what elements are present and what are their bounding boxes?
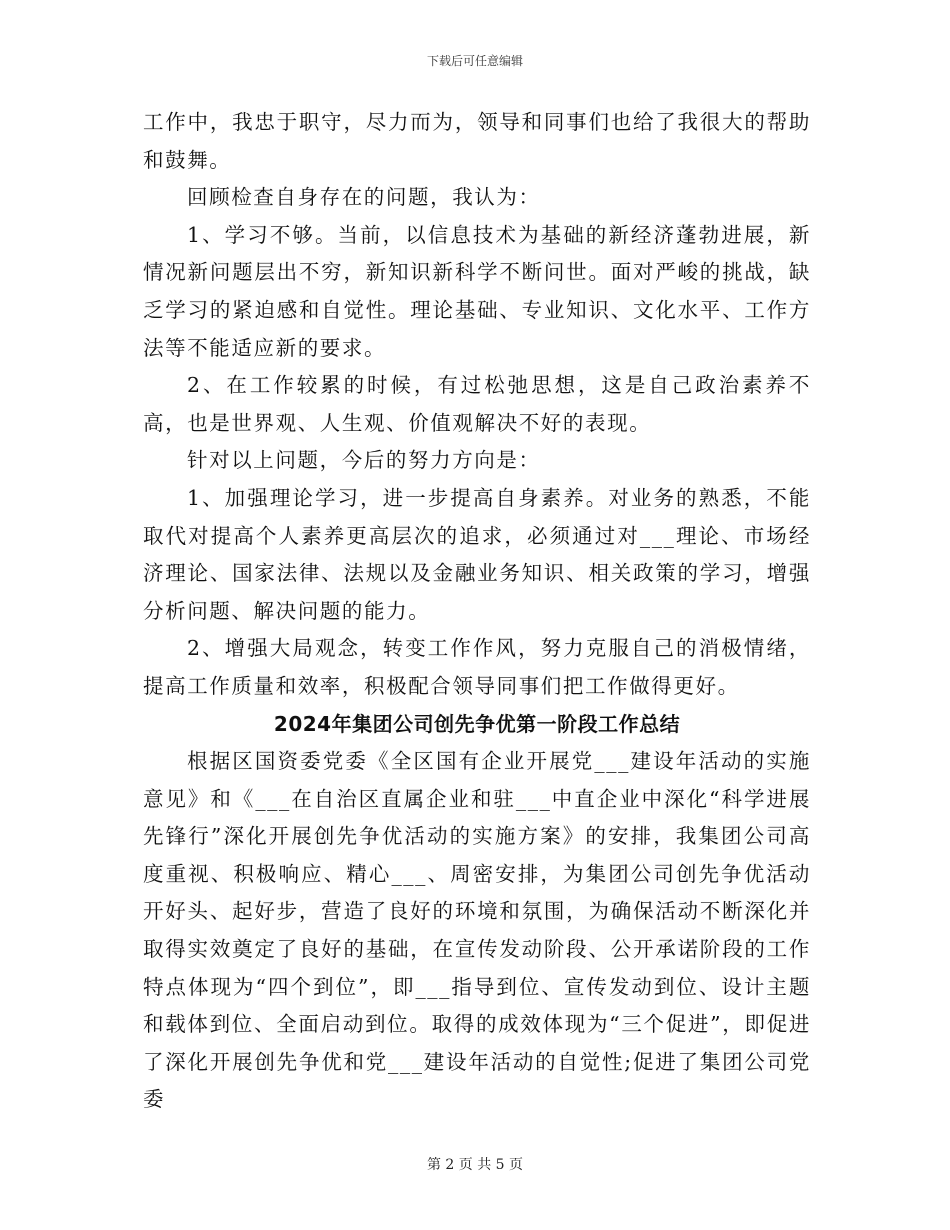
page-number: 第 2 页 共 5 页 <box>426 1157 524 1173</box>
paragraph-issue-1: 1、学习不够。当前，以信息技术为基础的新经济蓬勃进展，新情况新问题层出不穷，新知识新科学不断问世。面对严峻的挑战，缺乏学习的紧迫感和自觉性。理论基础、专业知识、文化水平、工作方法等不能适应新的要求。 <box>143 222 811 360</box>
section-title: 2024年集团公司创先争优第一阶段工作总结 <box>273 711 681 736</box>
document-body <box>143 104 811 1119</box>
header-note: 下载后可任意编辑 <box>426 54 523 68</box>
paragraph-direction-1: 1、加强理论学习，进一步提高自身素养。对业务的熟悉，不能取代对提高个人素养更高层次的追求，必须通过对___理论、市场经济理论、国家法律、法规以及金融业务知识、相关政策的学习，增强分析问题、解决问题的能力。 <box>143 485 811 623</box>
paragraph-direction-2: 2、增强大局观念，转变工作作风，努力克服自己的消极情绪，提高工作质量和效率，积极配合领导同事们把工作做得更好。 <box>143 636 811 698</box>
paragraph-direction-intro: 针对以上问题，今后的努力方向是： <box>187 448 541 473</box>
paragraph-review-intro: 回顾检查自身存在的问题，我认为： <box>187 185 541 210</box>
section-paragraph: 根据区国资委党委《全区国有企业开展党___建设年活动的实施意见》和《___在自治区直属企业和驻___中直企业中深化“科学进展先锋行”深化开展创先争优活动的实施方案》的安排，我集团公司高度重视、积极响应、精心___、周密安排，为集团公司创先争优活动开好头、起好步，营造了良好的环境和氛围，为确保活动不断深化并取得实效奠定了良好的基础，在宣传发动阶段、公开承诺阶段的工作特点体现为“四个到位”，即___指导到位、宣传发动到位、设计主题和载体到位、全面启动到位。取得的成效体现为“三个促进”，即促进了深化开展创先争优和党___建设年活动的自觉性;促进了集团公司党委 <box>143 749 811 1112</box>
paragraph-issue-2: 2、在工作较累的时候，有过松弛思想，这是自己政治素养不高，也是世界观、人生观、价值观解决不好的表现。 <box>143 373 811 435</box>
paragraph-continuation: 工作中，我忠于职守，尽力而为，领导和同事们也给了我很大的帮助和鼓舞。 <box>143 110 811 172</box>
